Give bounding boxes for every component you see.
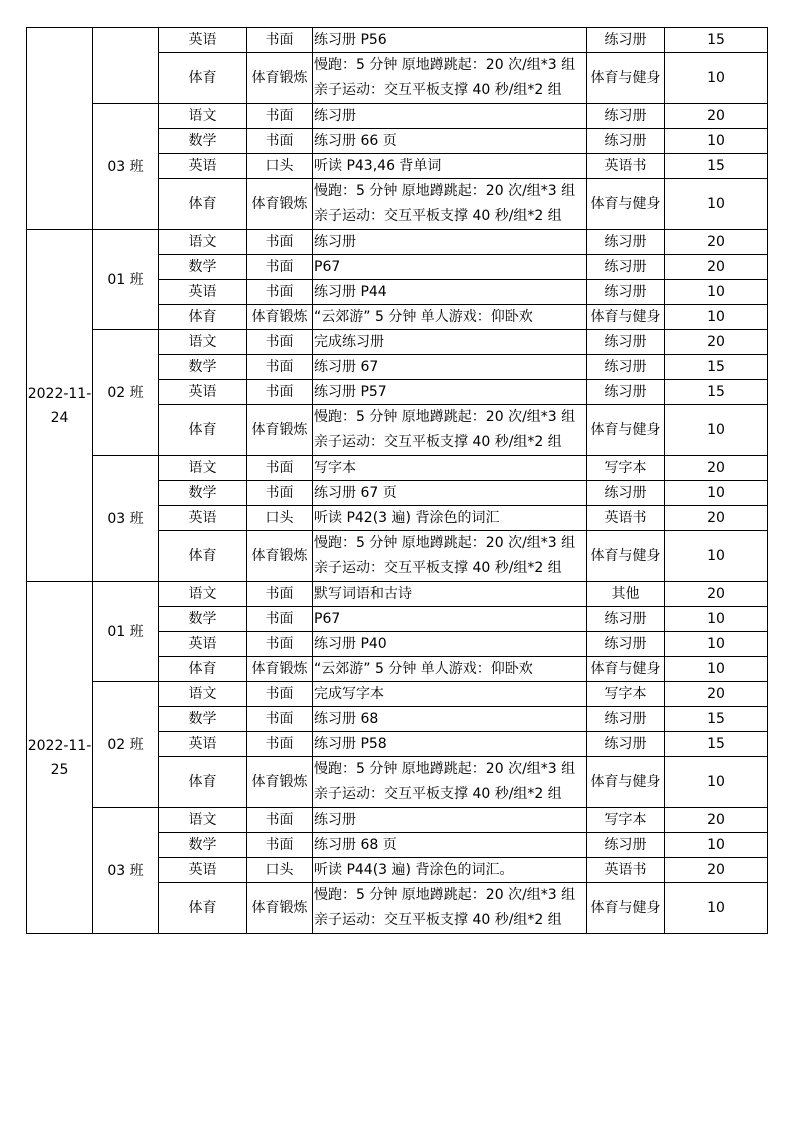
- content-line: 慢跑：5 分钟 原地蹲跳起：20 次/组*3 组: [314, 57, 576, 73]
- material-cell: 英语书: [587, 506, 665, 531]
- type-cell: 书面: [247, 481, 313, 506]
- content-line: 练习册 P44: [314, 284, 387, 300]
- type-cell: 书面: [247, 582, 313, 607]
- subject-cell: 语文: [159, 456, 247, 481]
- subject-cell: 体育: [159, 757, 247, 808]
- content-line: 练习册 67 页: [314, 485, 397, 501]
- material-cell: 写字本: [587, 682, 665, 707]
- minutes-cell: 10: [665, 531, 768, 582]
- type-cell: 书面: [247, 280, 313, 305]
- type-cell: 书面: [247, 129, 313, 154]
- content-cell: [313, 682, 587, 707]
- minutes-cell: 10: [665, 607, 768, 632]
- material-cell: 体育与健身: [587, 305, 665, 330]
- subject-cell: 英语: [159, 154, 247, 179]
- class-cell: 03 班: [93, 808, 159, 934]
- content-line: 完成写字本: [314, 686, 384, 702]
- date-cell: 2022-11-25: [27, 582, 93, 934]
- type-cell: 体育锻炼: [247, 179, 313, 230]
- subject-cell: 英语: [159, 506, 247, 531]
- material-cell: 练习册: [587, 28, 665, 53]
- subject-cell: 语文: [159, 582, 247, 607]
- subject-cell: 数学: [159, 607, 247, 632]
- subject-cell: 体育: [159, 883, 247, 934]
- material-cell: 体育与健身: [587, 657, 665, 682]
- material-cell: 练习册: [587, 230, 665, 255]
- content-line: 练习册 P40: [314, 636, 387, 652]
- material-cell: 练习册: [587, 104, 665, 129]
- subject-cell: 英语: [159, 632, 247, 657]
- material-cell: 练习册: [587, 732, 665, 757]
- type-cell: 书面: [247, 456, 313, 481]
- content-line: 慢跑：5 分钟 原地蹲跳起：20 次/组*3 组: [314, 535, 576, 551]
- material-cell: 英语书: [587, 858, 665, 883]
- content-cell: [313, 707, 587, 732]
- content-cell: [313, 858, 587, 883]
- subject-cell: 英语: [159, 28, 247, 53]
- table-row: [27, 682, 768, 707]
- type-cell: 口头: [247, 858, 313, 883]
- type-cell: 口头: [247, 154, 313, 179]
- table-row: [27, 808, 768, 833]
- type-cell: 体育锻炼: [247, 657, 313, 682]
- content-cell: [313, 808, 587, 833]
- table-row: [27, 456, 768, 481]
- minutes-cell: 15: [665, 28, 768, 53]
- minutes-cell: 15: [665, 732, 768, 757]
- material-cell: 写字本: [587, 456, 665, 481]
- subject-cell: 数学: [159, 481, 247, 506]
- minutes-cell: 20: [665, 858, 768, 883]
- type-cell: 体育锻炼: [247, 883, 313, 934]
- subject-cell: 体育: [159, 53, 247, 104]
- material-cell: 练习册: [587, 330, 665, 355]
- material-cell: 其他: [587, 582, 665, 607]
- content-line: 慢跑：5 分钟 原地蹲跳起：20 次/组*3 组: [314, 761, 576, 777]
- content-cell: [313, 355, 587, 380]
- material-cell: 练习册: [587, 280, 665, 305]
- minutes-cell: 10: [665, 129, 768, 154]
- table-row: [27, 104, 768, 129]
- minutes-cell: 20: [665, 682, 768, 707]
- class-cell: 02 班: [93, 330, 159, 456]
- subject-cell: 体育: [159, 531, 247, 582]
- type-cell: 书面: [247, 833, 313, 858]
- content-line: “云郊游” 5 分钟 单人游戏：仰卧欢: [314, 309, 533, 325]
- material-cell: 练习册: [587, 632, 665, 657]
- minutes-cell: 20: [665, 330, 768, 355]
- content-line: 亲子运动：交互平板支撑 40 秒/组*2 组: [314, 82, 562, 98]
- table-row: [27, 330, 768, 355]
- content-line: 听读 P42(3 遍) 背涂色的词汇: [314, 510, 500, 526]
- material-cell: 练习册: [587, 129, 665, 154]
- material-cell: 练习册: [587, 380, 665, 405]
- content-line: 慢跑：5 分钟 原地蹲跳起：20 次/组*3 组: [314, 409, 576, 425]
- content-line: 练习册 P58: [314, 736, 387, 752]
- class-cell: 02 班: [93, 682, 159, 808]
- content-cell: [313, 129, 587, 154]
- material-cell: 练习册: [587, 833, 665, 858]
- minutes-cell: 10: [665, 305, 768, 330]
- content-cell: [313, 607, 587, 632]
- content-line: 亲子运动：交互平板支撑 40 秒/组*2 组: [314, 786, 562, 802]
- minutes-cell: 20: [665, 255, 768, 280]
- minutes-cell: 10: [665, 833, 768, 858]
- content-cell: [313, 154, 587, 179]
- content-cell: [313, 732, 587, 757]
- material-cell: 练习册: [587, 707, 665, 732]
- content-line: 听读 P44(3 遍) 背涂色的词汇。: [314, 862, 514, 878]
- subject-cell: 体育: [159, 657, 247, 682]
- class-cell: 03 班: [93, 104, 159, 230]
- class-cell: 01 班: [93, 582, 159, 682]
- minutes-cell: 10: [665, 632, 768, 657]
- type-cell: 体育锻炼: [247, 53, 313, 104]
- type-cell: 书面: [247, 104, 313, 129]
- content-line: 慢跑：5 分钟 原地蹲跳起：20 次/组*3 组: [314, 887, 576, 903]
- content-cell: [313, 531, 587, 582]
- subject-cell: 语文: [159, 104, 247, 129]
- date-cell: 2022-11-24: [27, 230, 93, 582]
- minutes-cell: 10: [665, 280, 768, 305]
- type-cell: 体育锻炼: [247, 757, 313, 808]
- minutes-cell: 20: [665, 104, 768, 129]
- content-line: 默写词语和古诗: [314, 586, 412, 602]
- content-line: 听读 P43,46 背单词: [314, 158, 442, 174]
- content-line: P67: [314, 611, 341, 627]
- type-cell: 书面: [247, 355, 313, 380]
- subject-cell: 语文: [159, 682, 247, 707]
- content-line: 亲子运动：交互平板支撑 40 秒/组*2 组: [314, 208, 562, 224]
- content-cell: [313, 582, 587, 607]
- subject-cell: 英语: [159, 280, 247, 305]
- subject-cell: 体育: [159, 305, 247, 330]
- type-cell: 书面: [247, 707, 313, 732]
- subject-cell: 语文: [159, 230, 247, 255]
- table-row: [27, 582, 768, 607]
- minutes-cell: 10: [665, 405, 768, 456]
- content-line: 亲子运动：交互平板支撑 40 秒/组*2 组: [314, 560, 562, 576]
- content-line: 练习册: [314, 812, 356, 828]
- subject-cell: 体育: [159, 405, 247, 456]
- content-cell: [313, 456, 587, 481]
- type-cell: 书面: [247, 607, 313, 632]
- content-cell: [313, 305, 587, 330]
- content-cell: [313, 380, 587, 405]
- content-cell: [313, 280, 587, 305]
- class-cell: [93, 28, 159, 104]
- content-line: 练习册 67: [314, 359, 379, 375]
- content-cell: [313, 657, 587, 682]
- material-cell: 体育与健身: [587, 531, 665, 582]
- subject-cell: 数学: [159, 355, 247, 380]
- minutes-cell: 10: [665, 481, 768, 506]
- content-line: 练习册: [314, 234, 356, 250]
- type-cell: 书面: [247, 330, 313, 355]
- material-cell: 体育与健身: [587, 179, 665, 230]
- content-cell: [313, 179, 587, 230]
- content-cell: [313, 883, 587, 934]
- content-line: 练习册 68: [314, 711, 379, 727]
- type-cell: 书面: [247, 808, 313, 833]
- homework-table-body: [27, 28, 768, 934]
- material-cell: 练习册: [587, 607, 665, 632]
- material-cell: 体育与健身: [587, 883, 665, 934]
- class-cell: 01 班: [93, 230, 159, 330]
- type-cell: 书面: [247, 380, 313, 405]
- homework-table: [26, 27, 768, 934]
- minutes-cell: 15: [665, 154, 768, 179]
- minutes-cell: 10: [665, 757, 768, 808]
- content-cell: [313, 28, 587, 53]
- minutes-cell: 10: [665, 53, 768, 104]
- class-cell: 03 班: [93, 456, 159, 582]
- minutes-cell: 10: [665, 657, 768, 682]
- type-cell: 书面: [247, 732, 313, 757]
- content-line: 练习册 66 页: [314, 133, 397, 149]
- minutes-cell: 15: [665, 355, 768, 380]
- minutes-cell: 20: [665, 506, 768, 531]
- content-cell: [313, 405, 587, 456]
- content-cell: [313, 481, 587, 506]
- type-cell: 体育锻炼: [247, 531, 313, 582]
- material-cell: 体育与健身: [587, 405, 665, 456]
- date-cell: [27, 28, 93, 230]
- content-line: 完成练习册: [314, 334, 384, 350]
- material-cell: 英语书: [587, 154, 665, 179]
- minutes-cell: 10: [665, 883, 768, 934]
- content-line: 练习册: [314, 108, 356, 124]
- content-line: 练习册 P57: [314, 384, 387, 400]
- type-cell: 书面: [247, 28, 313, 53]
- subject-cell: 语文: [159, 808, 247, 833]
- subject-cell: 体育: [159, 179, 247, 230]
- content-cell: [313, 632, 587, 657]
- content-line: 练习册 68 页: [314, 837, 397, 853]
- subject-cell: 英语: [159, 380, 247, 405]
- content-line: 写字本: [314, 460, 356, 476]
- type-cell: 书面: [247, 682, 313, 707]
- content-cell: [313, 255, 587, 280]
- subject-cell: 数学: [159, 129, 247, 154]
- minutes-cell: 15: [665, 707, 768, 732]
- subject-cell: 语文: [159, 330, 247, 355]
- type-cell: 体育锻炼: [247, 305, 313, 330]
- material-cell: 体育与健身: [587, 53, 665, 104]
- content-line: P67: [314, 259, 341, 275]
- material-cell: 练习册: [587, 355, 665, 380]
- minutes-cell: 20: [665, 808, 768, 833]
- material-cell: 练习册: [587, 481, 665, 506]
- content-line: 练习册 P56: [314, 32, 387, 48]
- content-cell: [313, 506, 587, 531]
- minutes-cell: 10: [665, 179, 768, 230]
- type-cell: 体育锻炼: [247, 405, 313, 456]
- material-cell: 体育与健身: [587, 757, 665, 808]
- subject-cell: 英语: [159, 858, 247, 883]
- subject-cell: 数学: [159, 833, 247, 858]
- content-cell: [313, 833, 587, 858]
- content-line: 亲子运动：交互平板支撑 40 秒/组*2 组: [314, 434, 562, 450]
- content-cell: [313, 757, 587, 808]
- content-line: “云郊游” 5 分钟 单人游戏：仰卧欢: [314, 661, 533, 677]
- type-cell: 书面: [247, 255, 313, 280]
- content-cell: [313, 53, 587, 104]
- table-row: [27, 230, 768, 255]
- material-cell: 练习册: [587, 255, 665, 280]
- subject-cell: 英语: [159, 732, 247, 757]
- type-cell: 口头: [247, 506, 313, 531]
- content-line: 慢跑：5 分钟 原地蹲跳起：20 次/组*3 组: [314, 183, 576, 199]
- content-line: 亲子运动：交互平板支撑 40 秒/组*2 组: [314, 912, 562, 928]
- minutes-cell: 20: [665, 456, 768, 481]
- minutes-cell: 20: [665, 582, 768, 607]
- subject-cell: 数学: [159, 707, 247, 732]
- content-cell: [313, 330, 587, 355]
- content-cell: [313, 230, 587, 255]
- minutes-cell: 20: [665, 230, 768, 255]
- type-cell: 书面: [247, 632, 313, 657]
- content-cell: [313, 104, 587, 129]
- material-cell: 写字本: [587, 808, 665, 833]
- subject-cell: 数学: [159, 255, 247, 280]
- type-cell: 书面: [247, 230, 313, 255]
- minutes-cell: 15: [665, 380, 768, 405]
- table-row: [27, 28, 768, 53]
